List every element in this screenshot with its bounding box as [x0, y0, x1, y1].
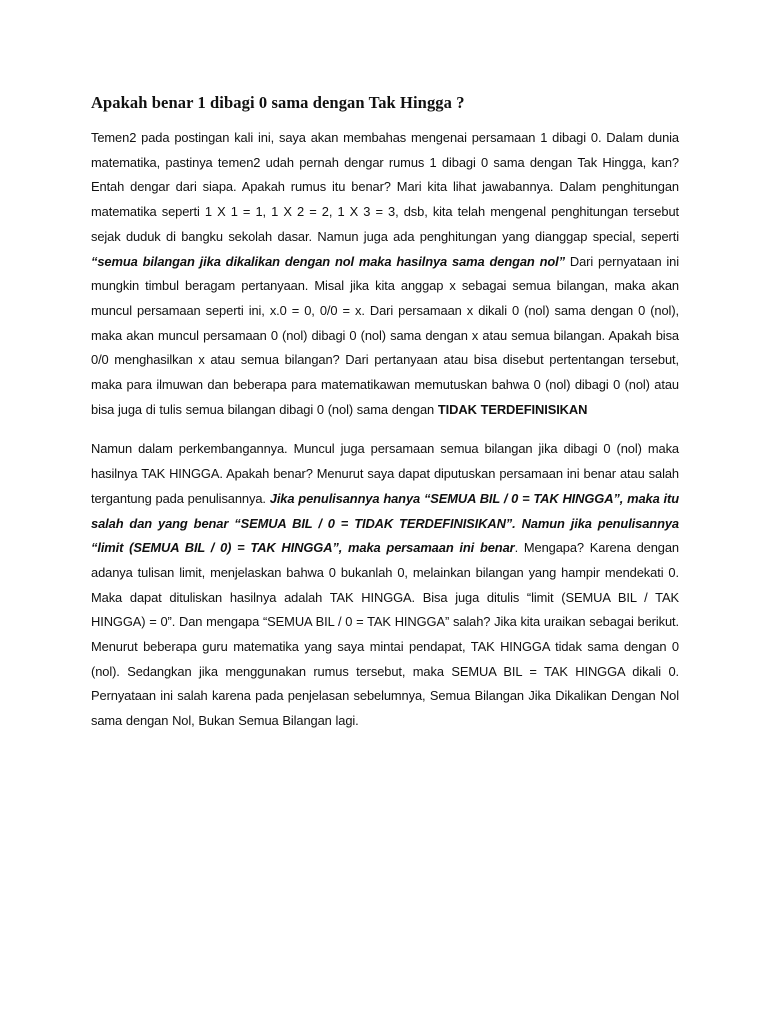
- document-page: [91, 92, 679, 734]
- paragraph-2-text-b: . Mengapa? Karena dengan adanya tulisan limit, menjelaskan bahwa 0 bukanlah 0, melainkan bilangan yang hampir mendekati 0. Maka dapat dituliskan hasilnya adalah TAK HINGGA. Bisa juga ditulis “limit (SEMUA BIL / TAK HINGGA) = 0”. Dan mengapa “SEMUA BIL / 0 = TAK HINGGA” salah? Jika kita uraikan sebagai berikut. Menurut beberapa guru matematika yang saya mintai pendapat, TAK HINGGA tidak sama dengan 0 (nol). Sedangkan jika menggunakan rumus tersebut, maka SEMUA BIL = TAK HINGGA dikali 0. Pernyataan ini salah karena pada penjelasan sebelumnya, Semua Bilangan Jika Dikalikan Dengan Nol sama dengan Nol, Bukan Semua Bilangan lagi.: [91, 540, 679, 729]
- document-title: Apakah benar 1 dibagi 0 sama dengan Tak Hingga ?: [91, 93, 465, 112]
- paragraph-1-text-b: Dari pernyataan ini mungkin timbul beragam pertanyaan. Misal jika kita anggap x sebagai semua bilangan, maka akan muncul persamaan seperti ini, x.0 = 0, 0/0 = x. Dari persamaan x dikali 0 (nol) sama dengan 0 (nol), maka akan muncul persamaan 0 (nol) dibagi 0 (nol) sama dengan x atau semua bilangan. Apakah bisa 0/0 menghasilkan x atau semua bilangan? Dari pertanyaan atau bisa disebut pertentangan tersebut, maka para ilmuwan dan beberapa para matematikawan memutuskan bahwa 0 (nol) dibagi 0 (nol) atau bisa juga di tulis semua bilangan dibagi 0 (nol) sama dengan: [91, 253, 679, 417]
- paragraph-1-emphasis: “semua bilangan jika dikalikan dengan nol maka hasilnya sama dengan nol”: [91, 253, 565, 269]
- paragraph-1-text-a: Temen2 pada postingan kali ini, saya akan membahas mengenai persamaan 1 dibagi 0. Dalam dunia matematika, pastinya temen2 udah pernah dengar rumus 1 dibagi 0 sama dengan Tak Hingga, kan? Entah dengar dari siapa. Apakah rumus itu benar? Mari kita lihat jawabannya. Dalam penghitungan matematika seperti 1 X 1 = 1, 1 X 2 = 2, 1 X 3 = 3, dsb, kita telah mengenal penghitungan tersebut sejak duduk di bangku sekolah dasar. Namun juga ada penghitungan yang dianggap special, seperti: [91, 130, 679, 244]
- paragraph-2: [91, 437, 679, 733]
- paragraph-2-emphasis: Jika penulisannya hanya “SEMUA BIL / 0 = TAK HINGGA”, maka itu salah dan yang benar “SEMUA BIL / 0 = TIDAK TERDEFINISIKAN”. Namun jika penulisannya “limit (SEMUA BIL / 0) = TAK HINGGA”, maka persamaan ini benar: [91, 490, 679, 556]
- paragraph-2-text-a: Namun dalam perkembangannya. Muncul juga persamaan semua bilangan jika dibagi 0 (nol) maka hasilnya TAK HINGGA. Apakah benar? Menurut saya dapat diputuskan persamaan ini benar atau salah tergantung pada penulisannya.: [91, 441, 679, 506]
- paragraph-1-strong: TIDAK TERDEFINISIKAN: [437, 401, 588, 417]
- paragraph-1: [91, 126, 679, 422]
